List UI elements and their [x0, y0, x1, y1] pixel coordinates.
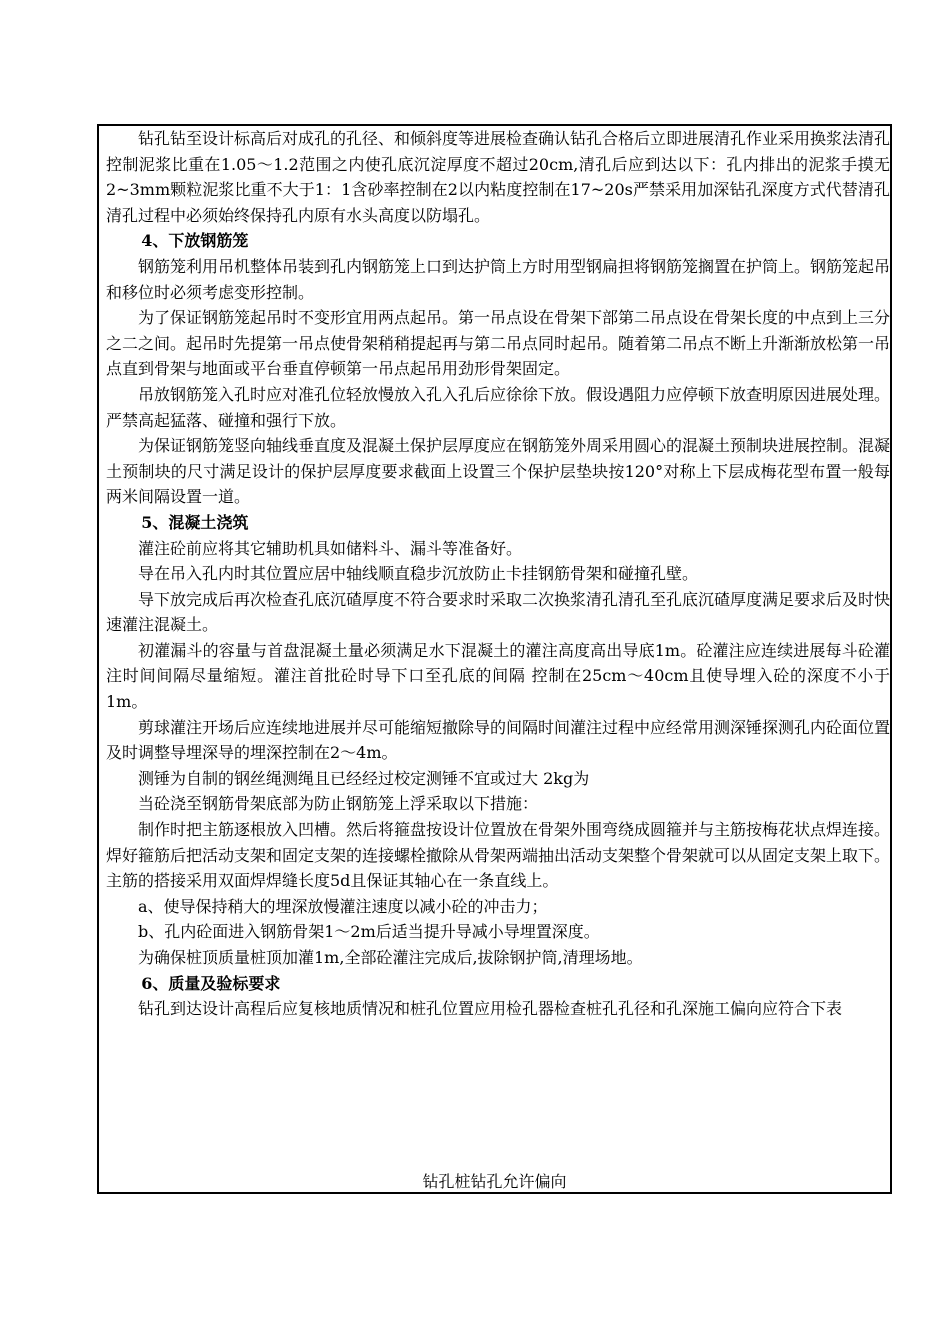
section-heading-4: 4、下放钢筋笼 [141, 231, 249, 251]
paragraph-hole-cleaning: 钻孔钻至设计标高后对成孔的孔径、和倾斜度等进展检查确认钻孔合格后立即进展清孔作业采用换浆法清孔控制泥浆比重在1.05～1.2范围之内使孔底沉淀厚度不超过20cm,清孔后应到达以下：孔内排出的泥浆手摸无2~3mm颗粒泥浆比重不大于1：1含砂率控制在2以内粘度控制在17~20s严禁采用加深钻孔深度方式代替清孔清孔过程中必须始终保持孔内原有水头高度以防塌孔。 [106, 129, 891, 225]
paragraph: 钢筋笼利用吊机整体吊装到孔内钢筋笼上口到达护筒上方时用型钢扁担将钢筋笼搁置在护筒上。钢筋笼起吊和移位时必须考虑变形控制。 [106, 256, 891, 302]
paragraph: 灌注砼前应将其它辅助机具如储料斗、漏斗等准备好。 [138, 538, 523, 558]
paragraph: 初灌漏斗的容量与首盘混凝土量必须满足水下混凝土的灌注高度高出导底1m。砼灌注应连续进展每斗砼灌注时间间隔尽量缩短。灌注首批砼时导下口至孔底的间隔 控制在25cm～40cm且使导埋入砼的深度不小于1m。 [106, 640, 890, 712]
paragraph: 钻孔到达设计高程后应复核地质情况和桩孔位置应用检孔器检查桩孔孔径和孔深施工偏向应符合下表 [138, 999, 843, 1019]
table-caption: 钻孔桩钻孔允许偏向 [422, 1172, 567, 1191]
section-heading-6: 6、质量及验标要求 [141, 973, 281, 993]
paragraph: 测锤为自制的钢丝绳测绳且已经经过校定测锤不宜或过大 2kg为 [138, 768, 590, 788]
paragraph: 导下放完成后再次检查孔底沉碴厚度不符合要求时采取二次换浆清孔清孔至孔底沉碴厚度满足要求后及时快速灌注混凝土。 [106, 589, 891, 635]
list-item-a: a、使导保持稍大的埋深放慢灌注速度以减小砼的冲击力； [138, 896, 548, 916]
paragraph: 为了保证钢筋笼起吊时不变形宜用两点起吊。第一吊点设在骨架下部第二吊点设在骨架长度的中点到上三分之二之间。起吊时先提第一吊点使骨架稍稍提起再与第二吊点同时起吊。随着第二吊点不断上升渐渐放松第一吊点直到骨架与地面或平台垂直停顿第一吊点起吊用劲形骨架固定。 [106, 308, 891, 379]
list-item-b: b、孔内砼面进入钢筋骨架1～2m后适当提升导减小导埋置深度。 [138, 922, 600, 942]
paragraph: 制作时把主筋逐根放入凹槽。然后将箍盘按设计位置放在骨架外围弯绕成圆箍并与主筋按梅花状点焊连接。焊好箍筋后把活动支架和固定支架的连接螺栓撤除从骨架两端抽出活动支架整个骨架就可以从固定支架上取下。主筋的搭接采用双面焊焊缝长度5d且保证其轴心在一条直线上。 [106, 820, 891, 891]
document-body [106, 126, 890, 1022]
paragraph: 吊放钢筋笼入孔时应对准孔位轻放慢放入孔入孔后应徐徐下放。假设遇阻力应停顿下放查明原因进展处理。严禁高起猛落、碰撞和强行下放。 [106, 384, 891, 430]
paragraph: 当砼浇至钢筋骨架底部为防止钢筋笼上浮采取以下措施： [138, 794, 539, 814]
section-heading-5: 5、混凝土浇筑 [141, 512, 249, 532]
paragraph: 为保证钢筋笼竖向轴线垂直度及混凝土保护层厚度应在钢筋笼外周采用圆心的混凝土预制块进展控制。混凝土预制块的尺寸满足设计的保护层厚度要求截面上设置三个保护层垫块按120°对称上下层成梅花型布置一般每两米间隔设置一道。 [106, 436, 891, 507]
paragraph: 为确保桩顶质量桩顶加灌1m,全部砼灌注完成后,拔除钢护筒,清理场地。 [138, 948, 643, 967]
paragraph: 剪球灌注开场后应连续地进展并尽可能缩短撤除导的间隔时间灌注过程中应经常用测深锤探测孔内砼面位置及时调整导埋深导的埋深控制在2～4m。 [106, 717, 891, 763]
paragraph: 导在吊入孔内时其位置应居中轴线顺直稳步沉放防止卡挂钢筋骨架和碰撞孔壁。 [138, 564, 699, 584]
